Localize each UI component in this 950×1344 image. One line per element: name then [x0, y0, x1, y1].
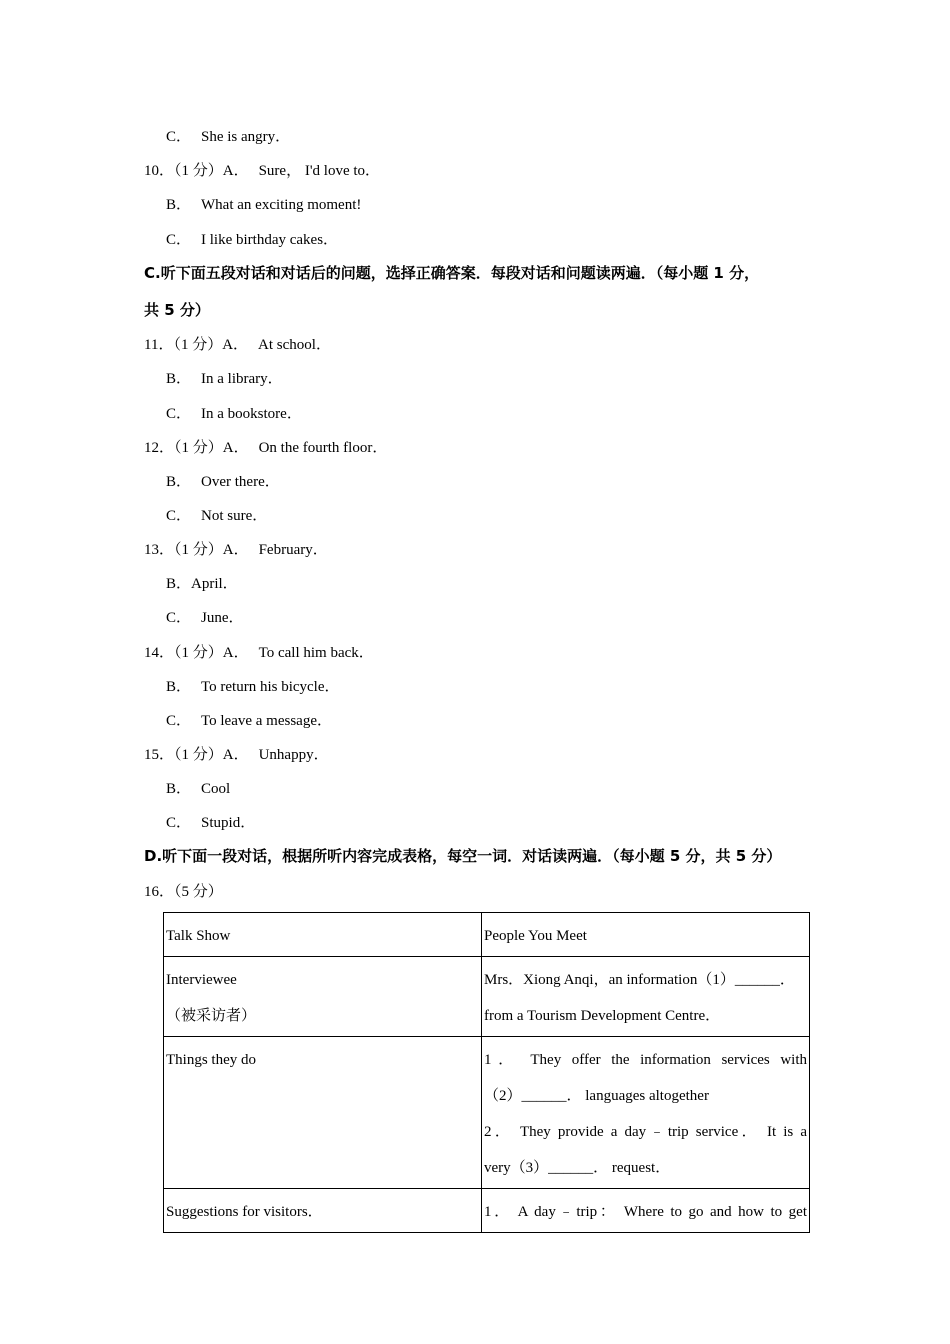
q11-option-b	[166, 369, 283, 389]
cell-text: Talk Show	[166, 928, 231, 944]
option-text: She is angry．	[201, 129, 291, 145]
cell-text: 1． They offer the information services with	[484, 1052, 807, 1068]
question-label: 10．（1 分）A．	[144, 163, 249, 179]
cell-text: （被采访者）	[166, 1008, 257, 1024]
option-label: C．	[166, 610, 192, 626]
section-c-heading-line1: C.听下面五段对话和对话后的问题，选择正确答案．每段对话和问题读两遍．（每小题 1 分，	[144, 264, 760, 282]
option-text: On the fourth floor．	[258, 440, 388, 456]
option-text: To return his bicycle．	[201, 679, 340, 695]
cell-text: 2． They provide a day﹣trip service． It is a	[484, 1124, 807, 1140]
table-cell	[164, 1189, 482, 1233]
question-label: 11．（1 分）A．	[144, 337, 249, 353]
table-row	[164, 913, 810, 957]
option-text: Unhappy．	[258, 747, 329, 763]
q14-option-c	[166, 711, 332, 731]
cell-text: People You Meet	[484, 928, 587, 944]
option-text: To call him back．	[258, 645, 374, 661]
table-cell	[482, 957, 810, 1037]
q9-option-c	[166, 127, 290, 147]
option-label: B．	[166, 679, 192, 695]
option-label: C．	[166, 508, 192, 524]
option-label: C．	[166, 713, 192, 729]
cell-text: from a Tourism Development Centre．	[484, 1008, 721, 1024]
option-label: C．	[166, 815, 192, 831]
cell-text: very（3）______． request．	[484, 1160, 671, 1176]
table-cell	[482, 1189, 810, 1233]
section-c-heading-line2: 共 5 分）	[144, 301, 210, 319]
q12-option-c	[166, 506, 267, 526]
cell-text: （2）______． languages altogether	[484, 1088, 709, 1104]
option-label: C．	[166, 129, 192, 145]
option-text: Not sure．	[201, 508, 268, 524]
option-text: In a library．	[201, 371, 283, 387]
q14-option-b	[166, 677, 340, 697]
q10-option-b	[166, 195, 361, 215]
q13-option-c	[166, 608, 244, 628]
option-text: At school．	[258, 337, 331, 353]
q11-option-c	[166, 404, 302, 424]
q15-option-a	[144, 745, 329, 765]
question-label: 14．（1 分）A．	[144, 645, 249, 661]
option-text: April．	[191, 576, 238, 592]
question-label: 15．（1 分）A．	[144, 747, 249, 763]
cell-text: Suggestions for visitors．	[166, 1204, 323, 1220]
q13-option-b	[166, 574, 238, 594]
cell-text: Interviewee	[166, 972, 237, 988]
option-label: B．	[166, 576, 192, 592]
option-text: June．	[201, 610, 244, 626]
q13-option-a	[144, 540, 328, 560]
table-cell	[164, 957, 482, 1037]
table-row	[164, 1037, 810, 1189]
section-d-heading: D.听下面一段对话，根据所听内容完成表格，每空一词．对话读两遍．（每小题 5 分，共 5 分）	[144, 847, 782, 865]
option-text: I like birthday cakes．	[201, 232, 339, 248]
table-row	[164, 1189, 810, 1233]
option-label: B．	[166, 474, 192, 490]
q15-option-c	[166, 813, 255, 833]
option-text: February．	[258, 542, 328, 558]
q14-option-a	[144, 643, 374, 663]
option-text: Over there．	[201, 474, 280, 490]
table-cell	[164, 913, 482, 957]
option-text: Stupid．	[201, 815, 256, 831]
option-text: Cool	[201, 781, 231, 797]
question-label: 12．（1 分）A．	[144, 440, 249, 456]
option-label: B．	[166, 371, 192, 387]
option-text: In a bookstore．	[201, 406, 302, 422]
option-text: To leave a message．	[201, 713, 332, 729]
option-label: C．	[166, 232, 192, 248]
option-text: What an exciting moment!	[201, 197, 362, 213]
cell-text: Things they do	[166, 1052, 256, 1068]
table-cell	[482, 1037, 810, 1189]
q10-option-c	[166, 230, 338, 250]
option-label: B．	[166, 781, 192, 797]
option-label: C．	[166, 406, 192, 422]
option-text: Sure， I'd love to．	[258, 163, 381, 179]
q10-option-a	[144, 161, 380, 181]
q16-label: 16．（5 分）	[144, 884, 223, 900]
q15-option-b	[166, 779, 230, 799]
option-label: B．	[166, 197, 192, 213]
cell-text: 1． A day﹣trip： Where to go and how to get	[484, 1204, 807, 1220]
talk-show-table	[163, 912, 810, 1233]
cell-text: Mrs．Xiong Anqi，an information（1）______．	[484, 972, 795, 988]
table-row	[164, 957, 810, 1037]
q12-option-b	[166, 472, 280, 492]
q12-option-a	[144, 438, 387, 458]
question-label: 13．（1 分）A．	[144, 542, 249, 558]
table-cell	[164, 1037, 482, 1189]
q11-option-a	[144, 335, 331, 355]
table-cell	[482, 913, 810, 957]
